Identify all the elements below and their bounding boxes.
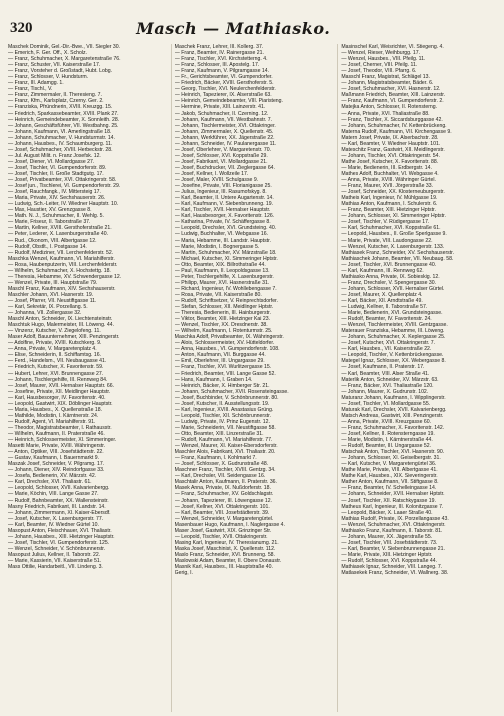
directory-entry: — Josef, Schlosser, X. Gudrunstraße 48. xyxy=(174,461,269,468)
directory-entry: — Wenzel, Tischler, XX. Dresdnerstr. 38. xyxy=(174,322,268,329)
directory-entry: — Maria, Hebamme, III. Landstr. Hauptstr. xyxy=(174,237,271,244)
directory-entry: Mathiasek Ignaz, Schneider, VIII. Langeg. 7. xyxy=(341,564,443,571)
directory-entry: — Peter, Lederer, X. Laxenburgerstraße 40. xyxy=(8,231,109,238)
directory-entry: Mathes Adolf, Buchhalter, VI. Webgasse 4. xyxy=(341,170,439,177)
directory-entry: — Math. N. J., Schuhmacher, II. Wehlg. 5. xyxy=(8,213,104,220)
directory-entry: — Karl, Kutscher, V. Margaretengürtel 36. xyxy=(341,461,437,468)
directory-entry: — Wilhelm, Schuhmacher, X. Hochstettg. 18. xyxy=(8,267,111,274)
directory-entry: — Karl, Hausbes., VII. Kaiserstraße 22. xyxy=(341,346,432,353)
directory-entry: — Heinrich, Gemeindebeamter, VIII. Piaristeng. xyxy=(174,98,283,105)
directory-entry: — Marie, Modistin, I. Kärntnerstraße 44. xyxy=(341,437,433,444)
directory-entry: — Leopold, Drechsler, XVI. Grundsteing. 40. xyxy=(174,225,277,232)
directory-entry: Matsch Andreas, Gastwirt, XIII. Penzingerstr. xyxy=(341,412,444,419)
directory-entry: — Max, Haustier, XV. Grenzgasse 8. xyxy=(8,207,92,214)
directory-entry: — Anna, Private, V. Margaretenplatz 4. xyxy=(8,346,97,353)
directory-entry: — Wenzel, Hausbes., VIII. Pfeilg. 11. xyxy=(341,56,426,63)
directory-entry: — Josef, Kaufmann, II. Praterstr. 17. xyxy=(341,364,425,371)
directory-entry: — Franz, Vorsteher d. Großstadt, Hubt. Lobg. xyxy=(8,68,113,75)
directory-entry: Maschek Dominik, Gel.-Dir.-Bwe., VII. Siegler 30. xyxy=(8,44,120,50)
directory-entry: — Hans, Kaufmann, I. Graben 14. xyxy=(174,376,253,383)
directory-entry: — Josef, Tischler, XVI. Brunnengasse 40. xyxy=(341,261,437,268)
directory-entry: — Josef jun., Tischlerei, VI. Gumpendorferstr. 29. xyxy=(8,183,121,190)
directory-entry: — Jakob, Schuhmacher, II. Czerning. 12. xyxy=(174,110,269,117)
directory-entry: — Wenzel, Tischlermeister, XVIII. Gentzgasse. xyxy=(341,322,448,329)
directory-entry: — Josef, Schlosser, XVI. Koppstraße 29. xyxy=(174,152,268,159)
directory-entry: Matern Josef, Private, IX. Alserbachstr. 28. xyxy=(341,134,439,141)
directory-entry: Matheus Karl, Ingenieur, III. Kolonitzgasse 7. xyxy=(341,503,444,510)
directory-entry: — Franziska, Pfründnerin, XVIII. Kreuzgg. 15. xyxy=(8,104,113,111)
directory-entry: — Ludwig, Buchhalter, VI. Webgasse 16. xyxy=(174,231,269,238)
directory-entry: — Julius, Ingenieur, III. Rasumofskyg. 8. xyxy=(174,189,267,196)
directory-entry: — Karl, Kaufmann, III. Rennweg 62. xyxy=(341,267,424,274)
directory-entry: — Franz, Kaufmann, VI. Gumpendorferstr. 2. xyxy=(341,98,444,105)
directory-entry: Maschler Alois, Fabrikant, XVI. Thaliastr. 20. xyxy=(174,449,276,456)
directory-entry: Masnik Karl, Hausbes., III. Hauptstraße 40. xyxy=(174,564,273,571)
directory-entry: — Karl, Beamter, VIII. Alser Straße 41. xyxy=(341,370,430,377)
directory-entry: — Johann, Diener, XIV. Reindorfgasse 33. xyxy=(8,467,105,474)
directory-entry: — Franz, Kaufmann, I. Kohlmarkt 7. xyxy=(174,455,257,462)
directory-entry: — Vinzenz, Kutscher, V. Ziegelofeng. 11. xyxy=(8,328,101,335)
directory-entry: — Anna, Hausbes., VI. Gumpendorferstr. 108. xyxy=(174,346,280,353)
directory-entry: — Leopold, Hausbes., II. Große Sperlgasse 9. xyxy=(341,231,447,238)
directory-entry: — Georg, Tischler, XVI. Neulerchenfelderstr. xyxy=(174,86,276,93)
directory-entry: — Wilhelm, Kaufmann, II. Praterstraße 46. xyxy=(8,431,105,437)
directory-entry: — Friedrich, Kutscher, X. Favoritenstr. 59. xyxy=(8,364,104,371)
directory-entry: — Ludwig, Private, IV. Prinz Eugenstr. 12. xyxy=(174,418,270,425)
directory-entry: — Franz, Schlosser, V. Hundsturm. xyxy=(8,74,89,81)
directory-entry: Mathiasko Franz, Kaufmann, II. Taborstr. 81. xyxy=(341,527,443,534)
directory-entry: — Marie, Bedienerin, III. Erdbergstr. 14. xyxy=(341,164,432,171)
directory-entry: — Franz, Zimmermaler, II. Theresieng. 7. xyxy=(8,92,102,99)
directory-entry: — Johann, Schlosser, XVII. Hernalser Gürtel. xyxy=(341,285,445,292)
directory-entry: — Jul. August Milit. n. Franz Josefsk. 12. xyxy=(8,152,101,159)
directory-entry: — Wenzel, Schneider, V. Margaretengürtel. xyxy=(174,515,274,522)
directory-entry: — Ferd., Handelsm., VII. Neubaugasse 41. xyxy=(8,358,107,365)
directory-entry: — Leopold, Gastwirt, XIX. Döblinger Hauptstr. xyxy=(8,400,113,407)
directory-entry: — Karl, Tischler, XVII. Hernalser Hauptstr. xyxy=(174,207,271,214)
directory-entry: — Johann, Tischler, XVI. Ottakringerstr. 54. xyxy=(341,152,440,159)
directory-entry: — Marie, Private, VIII. Laudongasse 22. xyxy=(341,237,433,244)
directory-entry: — Friedrich, Sparkassebeamter, XVIII. Plank 27. xyxy=(8,110,119,117)
directory-entry: — Marie, Friseur, II. Taborstraße 37. xyxy=(8,219,91,226)
directory-entry: Masenbauer Hugo, Kaufmann, I. Naglergasse 4. xyxy=(174,521,285,528)
directory-entry: — Peter, Tischlergehilfe, X. Laxenburgerstr. xyxy=(174,273,274,280)
directory-entry: — Ludwig, Kellner, II. Taborstraße 57. xyxy=(341,304,428,311)
directory-entry: — Josef, Tischler, V. Rüdigergasse 17. xyxy=(341,219,430,226)
directory-entry: Maschek Franz, Lehrer, III. Kollerg. 37. xyxy=(174,44,264,50)
directory-entry: — Rudolf, Obstlt., I. Postgasse 14. xyxy=(8,243,87,250)
directory-entry: — Alois, Schlossermeister, XV. Hütteldorfer. xyxy=(174,340,275,347)
directory-entry: — Heinrich, Tapezierer, IX. Alserstraße 63. xyxy=(174,92,272,99)
directory-entry: — Karl, Hausbesorger, X. Favoritenstr. 126. xyxy=(174,213,275,220)
directory-entry: — Josef, Tischler, VI. Gumpendorferstr. 125. xyxy=(8,539,110,546)
directory-entry: — Josefine, Private, XII. Meidlinger Hauptstr. xyxy=(8,388,111,395)
directory-entry: — Rudolf, Beamter, IV. Favoritenstr. 24. xyxy=(341,316,432,323)
directory-entry: — Josef, Cherner, VIII. Pfeilg. 11. xyxy=(341,62,418,69)
directory-entry: — Franz, III. Adamgg. 1. xyxy=(8,80,64,87)
directory-entry: — Marie, Private, XIII. Hietzinger Hptstr. xyxy=(341,551,433,558)
directory-entry: — Otto, Beamter, XIX. Billrothstraße 44. xyxy=(174,261,266,268)
directory-entry: — Johann, Schuhmacher, IV. Kettenbrückeng. xyxy=(341,122,447,129)
directory-entry: — Franz, Schuhmacher, XV. Goldschlagstr. xyxy=(174,491,274,498)
directory-entry: Matheis Karl, Ingenieur, IV. Mühlgasse 19. xyxy=(341,195,438,202)
directory-entry: — Johann, Zimmermann, XI. Kaiser-Ebersdf. xyxy=(8,509,111,516)
directory-entry: — Josef, Theodor, VIII. Pfarrg. 6. xyxy=(341,68,417,75)
directory-entry: — Hermine, Private, XIII. Lainzerstr. 41. xyxy=(174,104,266,111)
directory-entry: — Wenzel, Private, III. Hauptstraße 79. xyxy=(8,279,98,286)
directory-entry: — Anna, Private, XVIII. Kreuzgasse 60. xyxy=(341,418,432,425)
directory-entry: — Franz, Tischler, XVI. Kirchstetterng. 4. xyxy=(174,56,268,63)
directory-entry: Maslo Franz, Schneider, XVI. Brunneng. 58. xyxy=(174,551,275,558)
directory-entry: Mathias Rudolf, Private, IX. Porzellangasse 43. xyxy=(341,515,449,522)
directory-entry: Maser Adolf, Bauunternehmer, XIII. Penzingerstr. xyxy=(8,334,120,341)
directory-entry: — Josef, Fabrikant, VI. Mollardgasse 21. xyxy=(174,158,268,165)
directory-entry: — Paul, Kaufmann, II. Leopoldsgasse 13. xyxy=(174,267,270,274)
directory-entry: — Marie, Bedienerin, XVI. Grundsteingasse. xyxy=(341,310,443,317)
directory-entry: — Johann, Schlosser, XI. Simmeringer Hptstr. xyxy=(341,213,446,220)
directory-entry: — Leopold, Tischler, XII. Schönbrunnerstr. xyxy=(174,412,271,419)
directory-entry: — Leopold, Bäcker, X. Laaer Straße 40. xyxy=(341,509,433,516)
directory-entry: — Karl, Hausbesorger, IV. Favoritenstr. 40. xyxy=(8,394,106,401)
directory-entry: Mategel Ignaz, Schlosser, XX. Webergasse 8. xyxy=(341,358,446,365)
column-2 xyxy=(171,44,332,712)
directory-entry: — Wilhelm, Kaufmann, I. Rotenturmstr. 25. xyxy=(174,328,273,335)
directory-entry: Maska Josef, Maschinist, X. Quellenstr. 112. xyxy=(174,545,276,552)
directory-entry: — Maria, Private, XIV. Sechshauserstr. 26. xyxy=(8,195,106,202)
directory-entry: — Anna, Private, XVIII. Währinger Gürtel. xyxy=(341,177,436,184)
directory-entry: — Heinrich, Bäcker, X. Himberger Str. 21. xyxy=(174,382,270,389)
directory-entry: Masopust Julius, Kellner, II. Taborstr. 22. xyxy=(8,551,101,558)
directory-entry: — Rudolf, Agent, VI. Mariahilferstr. 91. xyxy=(8,418,96,425)
directory-entry: Mateschitz Franz, Gastwirt, XII. Meidlingerstr. xyxy=(341,146,445,153)
directory-entry: — Johann, Kaufmann, VII. Westbahnstr. 7. xyxy=(174,116,273,123)
directory-entry: — Anna, Private, XVI. Thaliastraße 88. xyxy=(341,110,430,117)
directory-entry: — Josef, Tischler, XII. Ratschkygasse 19. xyxy=(341,497,436,504)
directory-entry: Maschl Anton, Schneider, IX. Liechtensteinstr. xyxy=(8,316,113,323)
directory-entry: Gerig, I. xyxy=(174,570,193,577)
directory-entry: — Josef, Tischler, VIII. Josefstädterstr. 73. xyxy=(341,539,438,546)
directory-entry: — Karl, Beamter, VIII. Josefstädterstr. 39. xyxy=(174,509,270,516)
directory-entry: — Marie, Köchin, VIII. Lange Gasse 27. xyxy=(8,491,99,498)
directory-entry: Mass Ottilie, Handarbeitl., VII. Lindeng. 3. xyxy=(8,564,103,571)
directory-entry: — Johann, Schneider, XVII. Hernalser Hptstr. xyxy=(341,491,445,498)
directory-entry: — Franz, Schlosser, III. Apostelg. 17. xyxy=(174,62,260,69)
directory-entry: — Rosa, Private, VII. Kaiserstraße 80. xyxy=(174,291,262,298)
directory-entry: — Rosa, Haubenputzerin, VIII. Lerchenfelderstr. xyxy=(8,261,118,268)
running-head: Masch — Mathiasko. xyxy=(136,18,331,38)
directory-entry: — Johann, Schneider, IV. Paulanergasse 11. xyxy=(174,140,277,147)
directory-entry: — Wenzel, Maurer, XI. Kaiser-Ebersdorferstr. xyxy=(174,443,278,450)
columns-container xyxy=(8,44,498,712)
directory-entry: — Rudolf, Schlosser, XVI. Koppstraße 44. xyxy=(341,557,438,564)
directory-entry: — Fr., Gerichtsbeamter, VI. Gumpendorfer. xyxy=(174,74,273,81)
directory-entry: Mathiasek Franz, Schneider, XV. Sechshauserstr. xyxy=(341,249,455,256)
directory-entry: — Josef, Schneider, XX. Klosterneuburgerstr. xyxy=(341,189,445,196)
directory-entry: — Martin, Kellner, XVIII. Gersthoferstraße 21. xyxy=(8,225,112,232)
directory-entry: Mather Anton, Kaufmann, VII. Stiftgasse 8. xyxy=(341,479,439,486)
directory-entry: Masek Anna, Private, IX. Nußdorferstr. 18. xyxy=(174,485,271,492)
directory-entry: — Franz, Maurer, XVII. Jörgerstraße 33. xyxy=(341,183,434,190)
directory-entry: Maturanz Johann, Kaufmann, I. Wipplingerstr. xyxy=(341,394,446,401)
directory-entry: — Josef, Kutscher, X. Laxenburgerstr. 77. xyxy=(8,515,104,522)
directory-entry: — Wenzel, Schneider, V. Schönbrunnerstr. xyxy=(8,545,106,552)
directory-entry: — Theresia, Bedienerin, III. Hainburgerstr. xyxy=(174,310,271,317)
directory-entry: — Friedrich, Beamter, VIII. Lange Gasse 52. xyxy=(174,370,276,377)
directory-entry: — Josef, Kutscher, XVI. Ottakringerstr. 7. xyxy=(341,340,436,347)
directory-entry: — Hubert, Lehrer, XVI. Brunnengasse 27. xyxy=(8,370,104,377)
directory-entry: — Karl, Beamter, IV. Wiedner Gürtel 10. xyxy=(8,521,99,528)
directory-entry: — Johann, Maurer, X. Gudrunstr. 102. xyxy=(341,388,429,395)
directory-entry: — Karl, Kaufmann, V. Siebenbrunneng. 19. xyxy=(174,201,274,208)
directory-entry: — Katharina, Private, IV. Schäffergasse 8. xyxy=(174,219,271,226)
directory-entry: Maturak Karl, Drechsler, XVII. Kalvarienbergg. xyxy=(341,406,447,413)
directory-entry: — Rudolf, Beamter, III. Ungargasse 52. xyxy=(341,443,432,450)
directory-entry: — Theresia, Hebamme, XV. Schwendergasse 12. xyxy=(8,273,122,280)
directory-entry: — Josef, Maurer, XVII. Hernalser Hauptstr. 66. xyxy=(8,382,114,389)
directory-entry: — Josefa, Bedienerin, XV. Märzstr. 42. xyxy=(8,473,97,480)
directory-entry: — Johann, Schuhmacher, XVII. Rosensteingasse. xyxy=(174,388,289,395)
directory-entry: — Mathilde, Modistin, I. Kärntnerstr. 24. xyxy=(8,412,99,419)
directory-entry: — Rudolf, Bahnbeamter, XX. Wallensteinstr. xyxy=(8,497,109,504)
directory-entry: — Rudolf, Mediziner, VII. Lerchenfelderstr. 52. xyxy=(8,249,114,256)
directory-entry: — Johanna, VII. Zollergasse 32. xyxy=(8,310,82,317)
directory-entry: Masinschel Karl, Weisrichter, VI. Stiegeng. 4. xyxy=(341,44,444,50)
directory-entry: — Rudolf, Kaufmann, VI. Mariahilferstr. 77. xyxy=(174,437,273,444)
directory-entry: — Leopold, Tischler, XVII. Ottakringerstr. xyxy=(174,533,268,540)
directory-entry: — Josefine, Private, VIII. Florianigasse 25. xyxy=(174,183,272,190)
directory-entry: — Maria, Hausbes., X. Quellenstraße 18. xyxy=(8,406,102,413)
directory-entry: Maschtalir Anton, Kaufmann, II. Praterstr. 36. xyxy=(174,479,277,486)
directory-entry: Maßmann Friedrich, Beamter, XIII. Lainzerstr. xyxy=(341,92,446,99)
directory-entry: — Johann, Tischlergehilfe, III. Rennweg 84. xyxy=(8,376,108,383)
directory-entry: — Karl, Sekretär, IX. Porzellang. 5. xyxy=(8,304,88,311)
directory-entry: — Wenzel, Schuhmacher, XVI. Ottakringerstr. xyxy=(341,521,446,528)
column-3 xyxy=(337,44,498,712)
directory-entry: — Leopold, Tischler, V. Kettenbrückengasse. xyxy=(341,352,444,359)
directory-entry: — Heinrich, Schlossermeister, XI. Simmeringer. xyxy=(8,437,117,444)
directory-entry: — Karl, Ingenieur, XVIII. Anastasius Grüng. xyxy=(174,406,274,413)
directory-entry: — Josef, Buchbinder, V. Schönbrunnerstr. 80. xyxy=(174,394,279,401)
directory-entry: — Josef, Maurer, X. Quellenplatz 4. xyxy=(341,291,423,298)
directory-entry: — Johann, Schuhmacher, V. Hundsturmstr. 14. xyxy=(8,134,115,141)
directory-entry: — Franz, Schuhmacher, X. Favoritenstr. 142. xyxy=(341,424,445,431)
directory-entry: — Josef, Oberlehrer, V. Margaretenstr. 70. xyxy=(174,146,272,153)
directory-entry: — Franz, Beamter, IV. Schelleingasse 14. xyxy=(341,485,437,492)
directory-entry: — Karl, Bäcker, XII. Arndtstraße 49. xyxy=(341,297,423,304)
directory-entry: — Josef, Pfarrer, VII. Neustiftgasse 11. xyxy=(8,297,97,304)
directory-entry: — Johann, Schuhmacher, X. Keplergasse 25. xyxy=(341,334,446,341)
directory-entry: — Josef, Schuhmacher, XVI. Hasnerstr. 12. xyxy=(341,86,441,93)
directory-entry: — Karl, Beamter, V. Wiedner Hauptstr. 101. xyxy=(341,140,441,147)
directory-entry: — Marie, Modistin, I. Bognergasse 5. xyxy=(174,243,260,250)
directory-entry: — Martin, Schuhmacher, XV. Märzstraße 18. xyxy=(174,249,277,256)
directory-entry: — Wenzel, Rieser, Weihburgg. 17. xyxy=(341,50,421,57)
directory-entry: — Elise, Schneiderin, II. Schiffamtsg. 16. xyxy=(8,352,102,359)
directory-entry: — Anton, Kaufmann, VII. Burggasse 44. xyxy=(174,352,266,359)
directory-entry: — Josef, Kutscher, II. Ausstellungsstr. 19. xyxy=(174,400,270,407)
directory-entry: Matejka Anton, Schlosser, II. Rotensterng. xyxy=(341,104,438,111)
directory-entry: — Franz, Tischler, XVI. Wurlitzergasse 15. xyxy=(174,364,272,371)
directory-entry: — Adolfine, Private, XVIII. Kutschkerg. 9. xyxy=(8,340,102,347)
directory-entry: Mathiasko Anna, Private, IX. Sobieskig. 12. xyxy=(341,273,440,280)
directory-entry: Maschka Wenzel, Kaufmann, VI. Mariahilferstr. xyxy=(8,255,115,262)
directory-entry: Maslowski Adam, Beamter, II. Obere Donaustr. xyxy=(174,557,282,564)
directory-entry: — Johann, Kaufmann, VI. Amerlingstraße 18. xyxy=(8,128,112,135)
directory-entry: — Otto, Beamter, XIII. Linzerstraße 31. xyxy=(174,431,264,437)
directory-entry: Masing Karl, Ingenieur, IV. Theresianumg. 21. xyxy=(174,539,279,546)
directory-entry: — Josef, Schuhmacher, XVIII. Herbeckstr. 28. xyxy=(8,146,113,153)
directory-entry: Maschner Franz, Tischler, XVIII. Gentzg. 34. xyxy=(174,467,276,474)
directory-entry: — Wenzel, Kutscher, X. Laxenburgerstr. 133. xyxy=(341,243,445,250)
directory-entry: Masopust Anton, Fleischhauer, XVI. Thaliastr. xyxy=(8,527,112,534)
directory-entry: — Josef, Diener, VI. Mollardgasse 27. xyxy=(8,158,95,165)
directory-entry: — Karl, Beamter, V. Siebenbrunnengasse 21. xyxy=(341,545,445,552)
directory-entry: — Johann, Zimmermaler, X. Quellenstr. 45. xyxy=(174,128,274,135)
directory-entry: Maschtuk Hugo, Malermeister, III. Löweng. 44. xyxy=(8,322,115,329)
directory-entry: — Franz, Beamter, IV. Rainergasse 21. xyxy=(174,50,264,57)
directory-entry: — Heinrich, Gemeindebeamter, X. Sonnleith. 28. xyxy=(8,116,120,123)
directory-entry: — Josef, Kellner, XVI. Ottakringerstr. 101. xyxy=(174,503,270,510)
directory-entry: Mathias Anton, Kaufmann, I. Schulerstr. 6. xyxy=(341,201,438,208)
directory-entry: — Rud., Ökonom, VIII. Albertgasse 12. xyxy=(8,237,97,244)
directory-entry: — Josef, Tischler, VI. Mollardgasse 55. xyxy=(341,400,431,407)
directory-entry: Materauer Franziska, Hebamme, III. Löweng. xyxy=(341,328,445,335)
directory-entry: — Josef, Privatbeamter, XVI. Ottakringerstr. 58. xyxy=(8,177,117,184)
directory-entry: — Philipp, Maurer, XVI. Hasnerstraße 31. xyxy=(174,279,270,286)
directory-entry: — Josef, Rauchfangk., IV. Mittersteig 17. xyxy=(8,189,101,196)
directory-entry: — Franz, Kaufmann, V. Pilgramgasse 14. xyxy=(174,68,270,75)
directory-entry: Masny Friedrich, Fabrikant, III. Landstr. 14. xyxy=(8,503,106,510)
directory-entry: Materlik Anton, Schneider, XV. Märzstr. 63. xyxy=(341,376,439,383)
directory-entry: — Michael, Kutscher, XI. Simmeringer Hptstr. xyxy=(174,255,278,262)
directory-entry: — Franz, Bäcker, XVI. Thaliastraße 120. xyxy=(341,382,434,389)
directory-entry: — Johann, Magistratsbeamter, Bäder. 6. xyxy=(341,80,434,87)
directory-entry: — Marie, Schneiderin, VII. Neustiftgasse 58. xyxy=(174,424,276,431)
directory-entry: — Karl, Drechsler, XVI. Thaliastr. 61. xyxy=(8,479,92,486)
directory-entry: — Josef, Kellner, II. Rotensterngasse 19. xyxy=(341,431,435,437)
page-header xyxy=(10,16,494,40)
directory-entry: Masschl Franz, Magistrat, Schlägel 13. xyxy=(341,74,430,81)
directory-entry: — Josef, Tischler, VI. Gumpendorferstr. 89. xyxy=(8,164,107,171)
directory-entry: Materna Rudolf, Kaufmann, VII. Kirchengasse 9. xyxy=(341,128,452,135)
directory-entry: — Josef, Maler, XVIII. Schulgasse 9. xyxy=(174,177,259,184)
directory-entry: Maschler Johann, XVI. Hasnerstr. 19. xyxy=(8,291,94,298)
directory-entry: Mathe Marie, Private, VIII. Albertgasse 41. xyxy=(341,467,438,474)
directory-entry: — Theodor, Magistratsbeamter, I. Rathausstr. xyxy=(8,424,112,431)
directory-entry: Matschak Anton, Tischler, XVI. Hasnerstr. 90. xyxy=(341,449,445,456)
directory-entry: — Franz, Kfm., Karlsplatz, Czerny. Ger. 2. xyxy=(8,98,104,105)
directory-entry: — Johann, Geschäftsführer, VII. Westbahng. 25. xyxy=(8,122,119,129)
directory-entry: — Johann, Schlosser, XI. Geiselbergstr. 31. xyxy=(341,455,441,462)
directory-entry: Mathe Karl, Hausbes., XIX. Sieveringerstr. xyxy=(341,473,438,480)
directory-entry: Maschl Franz, Kaufmann, XIV. Sechshauserstr. xyxy=(8,285,116,292)
directory-entry: — Johann, Werkführer, XX. Jägerstraße 22. xyxy=(174,134,275,141)
directory-entry: Maschka Adolf, Privatbeamter, IX. Währingerstr. xyxy=(174,334,284,341)
directory-entry: — Josef, Tischler, II. Große Stadtgutg. 17. xyxy=(8,170,104,177)
directory-entry: — Johann, Tischlermeister, XVI. Ottakringer. xyxy=(174,122,276,129)
page-number: 320 xyxy=(10,19,33,36)
directory-entry: — Franz, Tischler, X. Siccardsburggasse 42. xyxy=(341,116,443,123)
directory-entry: — Gustav, Kaufmann, I. Bauernmarkt 9. xyxy=(8,455,100,462)
directory-entry: Matlasekek Franz, Schneider, VI. Wallnerg. 38. xyxy=(341,570,449,577)
directory-entry: — Franz, Schuster, VII. Kaiserstraße 17. xyxy=(8,62,101,69)
directory-entry: Mathe Josef, Kutscher, X. Favoritenstr. 88. xyxy=(341,158,439,165)
directory-entry: — Friedrich, Bäcker, XVIII. Gersthoferstr. 5. xyxy=(174,80,274,87)
directory-entry: — Ludwig, Sch.-Leiter, IV. Wiedner Hauptstr. 10. xyxy=(8,201,119,208)
directory-entry: — Karl, Beamter, II. Untere Augartenstr. 14. xyxy=(174,195,274,202)
directory-entry: — Johann, Hausbes., IV. Schaumburgerg. 11. xyxy=(8,140,113,147)
directory-entry: — Josef, Kellner, I. Wollzeile 17. xyxy=(174,170,249,177)
directory-entry: — Johann, Tapezierer, III. Löwengasse 12. xyxy=(174,497,273,504)
directory-entry: — Leopold, Schlosser, XVII. Kalvarienbergg. xyxy=(8,485,110,492)
directory-entry: Masetti Marie, Private, XVIII. Währingerstr. xyxy=(8,443,106,450)
directory-entry: — Rudolf, Schriftsetzer, V. Reinprechtsdorfer. xyxy=(174,297,278,304)
directory-entry: — Karl, Drechsler, VII. Seidengasse 16. xyxy=(174,473,266,480)
directory-entry: — Emil, Oberlehrer, III. Ungargasse 29. xyxy=(174,358,265,365)
directory-entry: — Franz, Drechsler, V. Spengergasse 30. xyxy=(341,279,437,286)
directory-entry: Maser Josef, Gastwirt, XIX. Grinzinger Str. xyxy=(174,527,272,534)
directory-entry: — Johann, Hausbes., XIII. Hietzinger Hauptstr. xyxy=(8,533,115,540)
directory-entry: — Anton, Optiker, VIII. Josefstädterstr. 22. xyxy=(8,449,104,456)
column-1 xyxy=(8,44,165,712)
directory-entry: — Stefan, Schlosser, XII. Meidlinger Hptstr. xyxy=(174,304,274,311)
directory-entry: — Emerich, F. Ger. Off., X. Scholz. xyxy=(8,50,88,57)
directory-entry: — Karl, Schuhmacher, XVI. Koppstraße 61. xyxy=(341,225,441,232)
directory-entry: — Franz, Tischl., V. xyxy=(8,86,53,93)
directory-entry: — Franz, Beamter, XIII. Hietzinger Hptstr. xyxy=(341,207,436,214)
directory-entry: — Marie, Kassierin, VII. Kaiserstraße 51. xyxy=(8,557,102,564)
directory-entry: — Josef, Buchdrucker, VII. Zieglergasse 64. xyxy=(174,164,275,171)
directory-entry: Maszak Josef, Schneider, V. Pilgramg. 17. xyxy=(8,461,105,468)
directory-entry: — Johann, Maurer, XX. Jägerstraße 55. xyxy=(341,533,433,540)
directory-entry: — Richard, Ingenieur, IV. Wohllebengasse 7. xyxy=(174,285,277,292)
directory-entry: Mathiaschek Johann, Beamter, VII. Neubaug. 58. xyxy=(341,255,454,262)
directory-entry: — Viktor, Beamter, XIII. Hietzinger Kai 23. xyxy=(174,316,271,323)
directory-entry: — Franz, Schuhmacher, X. Margaretenstraße 76. xyxy=(8,56,121,63)
